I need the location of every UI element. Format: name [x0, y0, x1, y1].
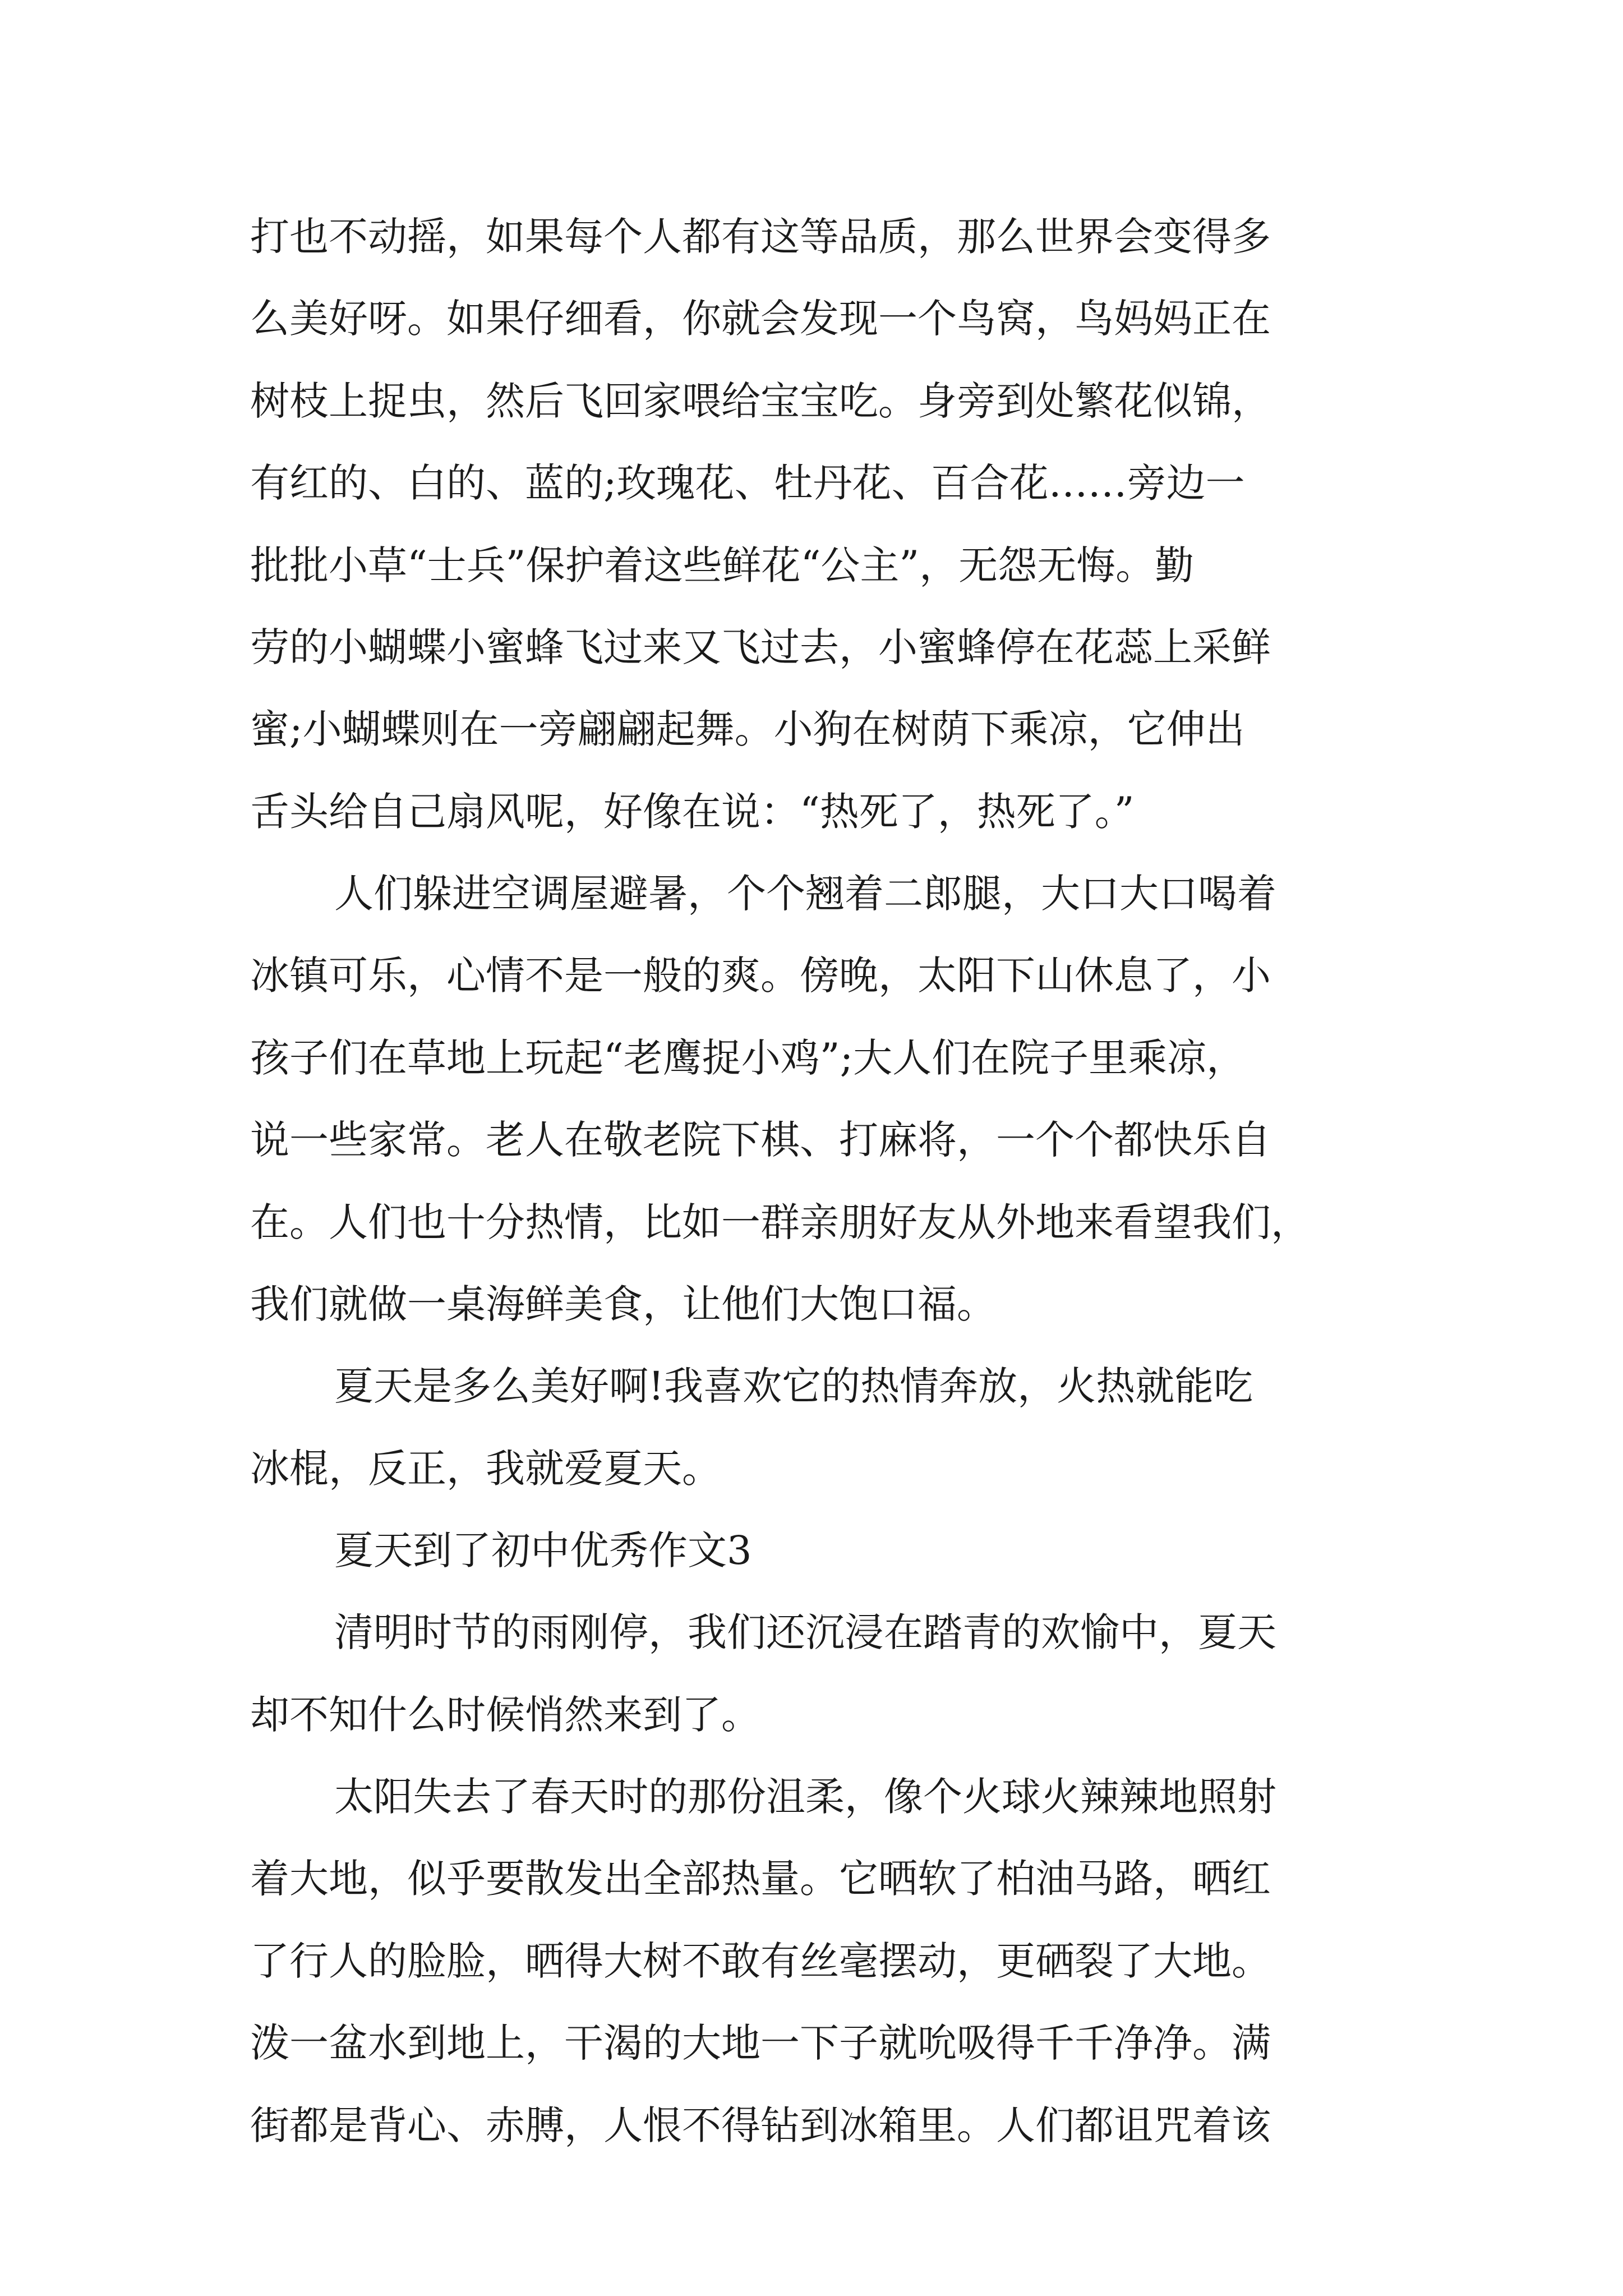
- text-line: 舌头给自己扇风呢，好像在说：“热死了，热死了。”: [250, 789, 1135, 835]
- text-line: 在。人们也十分热情，比如一群亲朋好友从外地来看望我们，: [250, 1199, 1310, 1245]
- text-line: 么美好呀。如果仔细看，你就会发现一个鸟窝，鸟妈妈正在: [250, 296, 1271, 342]
- paragraph-start-line: 清明时节的雨刚停，我们还沉浸在踏青的欢愉中，夏天: [334, 1609, 1276, 1655]
- text-line: 了行人的脸脸，晒得大树不敢有丝毫摆动，更硒裂了大地。: [250, 1938, 1271, 1984]
- text-line: 我们就做一桌海鲜美食，让他们大饱口福。: [250, 1281, 996, 1327]
- paragraph-start-line: 人们躲进空调屋避暑，个个翘着二郎腿，大口大口喝着: [334, 871, 1276, 917]
- text-line: 孩子们在草地上玩起“老鹰捉小鸡”;大人们在院子里乘凉，: [250, 1035, 1246, 1081]
- text-line: 街都是背心、赤膊，人恨不得钻到冰箱里。人们都诅咒着该: [250, 2102, 1271, 2148]
- text-line: 蜜;小蝴蝶则在一旁翩翩起舞。小狗在树荫下乘凉，它伸出: [250, 706, 1245, 752]
- text-line: 冰镇可乐，心情不是一般的爽。傍晚，太阳下山休息了，小: [250, 953, 1271, 999]
- text-line: 打也不动摇，如果每个人都有这等品质，那么世界会变得多: [250, 214, 1271, 260]
- text-line: 冰棍，反正，我就爱夏天。: [250, 1446, 721, 1492]
- text-line: 泼一盆水到地上，干渴的大地一下子就吮吸得千千净净。满: [250, 2020, 1271, 2066]
- text-line: 有红的、白的、蓝的;玫瑰花、牡丹花、百合花……旁边一: [250, 460, 1245, 506]
- text-line: 说一些家常。老人在敬老院下棋、打麻将，一个个都快乐自: [250, 1117, 1271, 1163]
- paragraph-start-line: 太阳失去了春天时的那份沮柔，像个火球火辣辣地照射: [334, 1774, 1276, 1820]
- section-heading: 夏天到了初中优秀作文3: [334, 1527, 752, 1573]
- text-line: 却不知什么时候悄然来到了。: [250, 1692, 760, 1738]
- text-line: 批批小草“士兵”保护着这些鲜花“公主”，无怨无悔。勤: [250, 542, 1195, 588]
- paragraph-start-line: 夏天是多么美好啊!我喜欢它的热情奔放，火热就能吃: [334, 1363, 1253, 1409]
- text-line: 着大地，似乎要散发出全部热量。它晒软了柏油马路，晒红: [250, 1856, 1271, 1902]
- text-line: 树枝上捉虫，然后飞回家喂给宝宝吃。身旁到处繁花似锦，: [250, 378, 1271, 424]
- text-line: 劳的小蝴蝶小蜜蜂飞过来又飞过去，小蜜蜂停在花蕊上采鲜: [250, 624, 1271, 670]
